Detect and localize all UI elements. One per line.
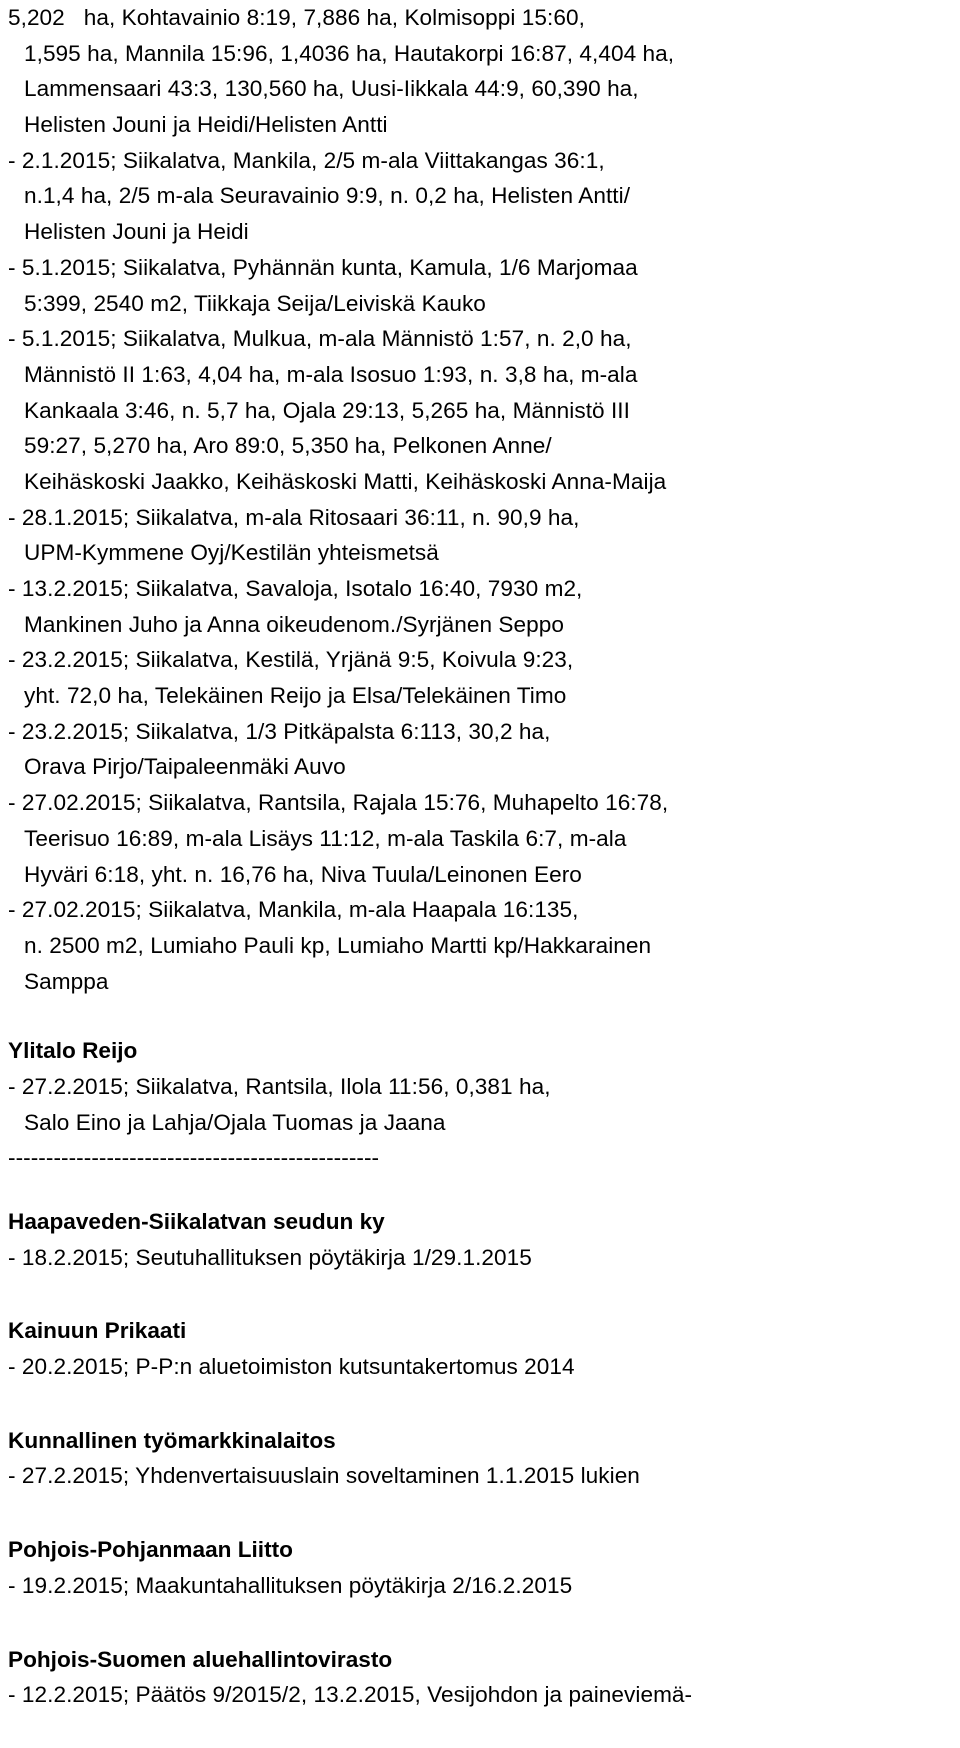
entry-line: 5,202 ha, Kohtavainio 8:19, 7,886 ha, Kolmisoppi 15:60, — [8, 5, 585, 30]
section — [8, 1532, 960, 1603]
entry-line: - 5.1.2015; Siikalatva, Pyhännän kunta, Kamula, 1/6 Marjomaa — [8, 254, 638, 280]
section-heading: Ylitalo Reijo — [8, 1038, 138, 1064]
entry-continuation-line: 5:399, 2540 m2, Tiikkaja Seija/Leiviskä Kauko — [24, 290, 486, 316]
entry-line: - 18.2.2015; Seutuhallituksen pöytäkirja 1/29.1.2015 — [8, 1244, 532, 1270]
entry-continuation-line: yht. 72,0 ha, Telekäinen Reijo ja Elsa/Telekäinen Timo — [24, 683, 567, 709]
section-heading: Kainuun Prikaati — [8, 1318, 187, 1344]
section — [8, 1204, 960, 1275]
section-heading: Pohjois-Suomen aluehallintovirasto — [8, 1646, 393, 1672]
spacer — [8, 1385, 960, 1423]
entry-line: - 12.2.2015; Päätös 9/2015/2, 13.2.2015, Vesijohdon ja paineviemä- — [8, 1682, 693, 1708]
spacer — [8, 1604, 960, 1642]
entry-continuation-line: Samppa — [24, 968, 109, 994]
entry-continuation-line: 1,595 ha, Mannila 15:96, 1,4036 ha, Hautakorpi 16:87, 4,404 ha, — [24, 40, 675, 66]
spacer — [8, 999, 960, 1033]
spacer — [8, 1176, 960, 1204]
section — [8, 1313, 960, 1384]
entry-continuation-line: Lammensaari 43:3, 130,560 ha, Uusi-Iikkala 44:9, 60,390 ha, — [24, 76, 639, 102]
section-heading: Kunnallinen työmarkkinalaitos — [8, 1427, 336, 1453]
entry-line: - 27.2.2015; Yhdenvertaisuuslain soveltaminen 1.1.2015 lukien — [8, 1463, 640, 1489]
entry-line: - 19.2.2015; Maakuntahallituksen pöytäkirja 2/16.2.2015 — [8, 1572, 573, 1598]
entry-continuation-line: Mankinen Juho ja Anna oikeudenom./Syrjänen Seppo — [24, 611, 565, 637]
sections-list — [8, 1176, 960, 1713]
entry-continuation-line: Männistö II 1:63, 4,04 ha, m-ala Isosuo 1:93, n. 3,8 ha, m-ala — [24, 361, 638, 387]
entry-line: - 27.02.2015; Siikalatva, Rantsila, Rajala 15:76, Muhapelto 16:78, — [8, 790, 669, 816]
section-heading: Haapaveden-Siikalatvan seudun ky — [8, 1209, 385, 1234]
entry-line: - 23.2.2015; Siikalatva, Kestilä, Yrjänä 9:5, Koivula 9:23, — [8, 647, 574, 673]
entry-continuation-line: Teerisuo 16:89, m-ala Lisäys 11:12, m-ala Taskila 6:7, m-ala — [24, 825, 627, 851]
section — [8, 1642, 960, 1713]
entry-line: - 13.2.2015; Siikalatva, Savaloja, Isotalo 16:40, 7930 m2, — [8, 576, 583, 601]
decision-list-continued — [8, 0, 960, 999]
entry-continuation-line: n.1,4 ha, 2/5 m-ala Seuravainio 9:9, n. 0,2 ha, Helisten Antti/ — [24, 183, 631, 209]
entry-continuation-line: Keihäskoski Jaakko, Keihäskoski Matti, Keihäskoski Anna-Maija — [24, 468, 667, 494]
spacer — [8, 1275, 960, 1313]
entry-line: - 20.2.2015; P-P:n aluetoimiston kutsuntakertomus 2014 — [8, 1354, 575, 1380]
section-heading: Pohjois-Pohjanmaan Liitto — [8, 1537, 293, 1563]
entry-continuation-line: Helisten Jouni ja Heidi/Helisten Antti — [24, 112, 388, 138]
entry-line: - 28.1.2015; Siikalatva, m-ala Ritosaari 36:11, n. 90,9 ha, — [8, 504, 580, 530]
entry-line: - 2.1.2015; Siikalatva, Mankila, 2/5 m-ala Viittakangas 36:1, — [8, 147, 605, 173]
entry-line: - 27.02.2015; Siikalatva, Mankila, m-ala Haapala 16:135, — [8, 897, 579, 923]
entry-continuation-line: 59:27, 5,270 ha, Aro 89:0, 5,350 ha, Pelkonen Anne/ — [24, 433, 552, 459]
entry-line: - 5.1.2015; Siikalatva, Mulkua, m-ala Männistö 1:57, n. 2,0 ha, — [8, 326, 632, 352]
entry-continuation-line: Kankaala 3:46, n. 5,7 ha, Ojala 29:13, 5,265 ha, Männistö III — [24, 397, 630, 423]
entry-continuation-line: UPM-Kymmene Oyj/Kestilän yhteismetsä — [24, 540, 439, 566]
section-ylitalo-reijo — [8, 1033, 960, 1176]
spacer — [8, 1494, 960, 1532]
section — [8, 1423, 960, 1494]
entry-continuation-line: Helisten Jouni ja Heidi — [24, 219, 249, 245]
entry-continuation-line: n. 2500 m2, Lumiaho Pauli kp, Lumiaho Martti kp/Hakkarainen — [24, 932, 652, 958]
entry-line: - 27.2.2015; Siikalatva, Rantsila, Ilola 11:56, 0,381 ha, — [8, 1073, 551, 1099]
divider-line: ------------------------------------------------- — [8, 1145, 380, 1171]
entry-line: Salo Eino ja Lahja/Ojala Tuomas ja Jaana — [24, 1109, 446, 1135]
entry-line: - 23.2.2015; Siikalatva, 1/3 Pitkäpalsta 6:113, 30,2 ha, — [8, 718, 551, 744]
entry-continuation-line: Hyväri 6:18, yht. n. 16,76 ha, Niva Tuula/Leinonen Eero — [24, 861, 582, 887]
entry-continuation-line: Orava Pirjo/Taipaleenmäki Auvo — [24, 754, 346, 780]
